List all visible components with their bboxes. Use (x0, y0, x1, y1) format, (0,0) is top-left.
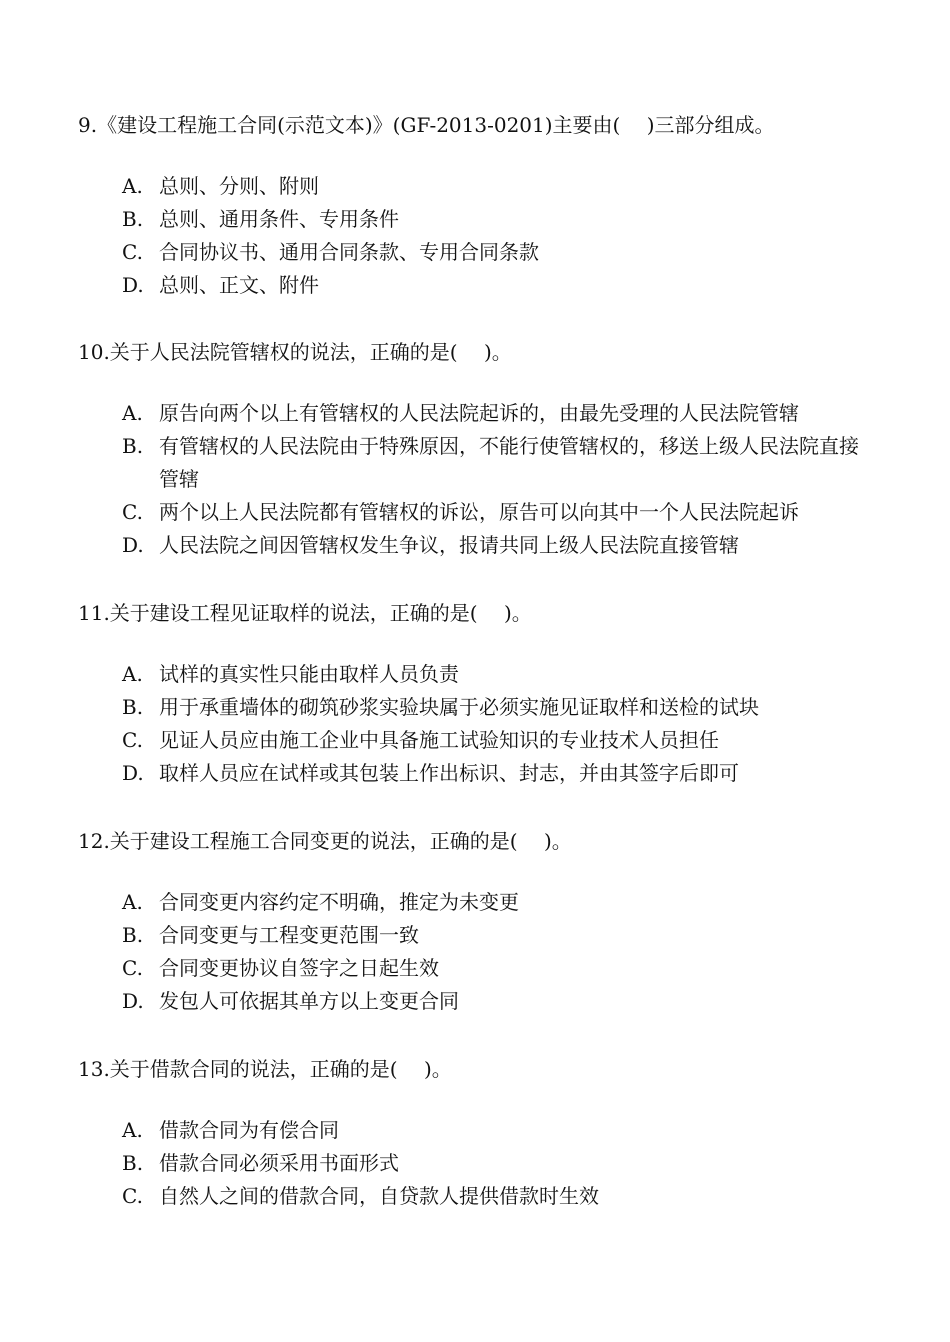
option-text: 发包人可依据其单方以上变更合同 (159, 989, 459, 1013)
option-text: 合同变更与工程变更范围一致 (159, 923, 419, 947)
option-letter: B. (122, 434, 144, 458)
option-text: 合同变更协议自签字之日起生效 (159, 956, 439, 980)
option-letter: A. (122, 662, 143, 686)
question-10 (78, 336, 878, 562)
question-9 (78, 109, 878, 302)
question-stem: 11.关于建设工程见证取样的说法，正确的是( )。 (78, 601, 532, 625)
question-stem: 9.《建设工程施工合同(示范文本)》(GF-2013-0201)主要由( )三部分组成。 (78, 113, 775, 137)
option-a (122, 886, 878, 919)
option-list (122, 886, 878, 1018)
option-c (122, 1180, 878, 1213)
option-c (122, 952, 878, 985)
option-c (122, 236, 878, 269)
option-text: 见证人员应由施工企业中具备施工试验知识的专业技术人员担任 (159, 728, 719, 752)
option-letter: B. (122, 923, 144, 947)
question-stem: 13.关于借款合同的说法，正确的是( )。 (78, 1057, 452, 1081)
option-d (122, 269, 878, 302)
option-letter: A. (122, 1118, 143, 1142)
option-d (122, 529, 878, 562)
option-a (122, 170, 878, 203)
option-list (122, 658, 878, 790)
option-text: 原告向两个以上有管辖权的人民法院起诉的，由最先受理的人民法院管辖 (159, 401, 799, 425)
option-letter: B. (122, 1151, 144, 1175)
option-letter: A. (122, 890, 143, 914)
option-text: 人民法院之间因管辖权发生争议，报请共同上级人民法院直接管辖 (159, 533, 739, 557)
option-letter: D. (122, 761, 144, 785)
option-b (122, 1147, 878, 1180)
option-list (122, 397, 878, 562)
option-text: 用于承重墙体的砌筑砂浆实验块属于必须实施见证取样和送检的试块 (159, 695, 759, 719)
option-text: 合同变更内容约定不明确，推定为未变更 (159, 890, 519, 914)
option-letter: A. (122, 401, 143, 425)
option-letter: D. (122, 533, 144, 557)
option-list (122, 170, 878, 302)
option-c (122, 496, 878, 529)
option-text: 总则、通用条件、专用条件 (159, 207, 399, 231)
option-b (122, 919, 878, 952)
question-stem: 12.关于建设工程施工合同变更的说法，正确的是( )。 (78, 829, 572, 853)
option-d (122, 985, 878, 1018)
option-text: 两个以上人民法院都有管辖权的诉讼，原告可以向其中一个人民法院起诉 (159, 500, 799, 524)
option-text: 总则、正文、附件 (159, 273, 319, 297)
option-text: 借款合同必须采用书面形式 (159, 1151, 399, 1175)
option-text: 试样的真实性只能由取样人员负责 (159, 662, 459, 686)
option-letter: C. (122, 956, 143, 980)
option-letter: D. (122, 989, 144, 1013)
option-letter: C. (122, 240, 143, 264)
option-text: 借款合同为有偿合同 (159, 1118, 339, 1142)
option-b (122, 203, 878, 236)
option-letter: B. (122, 695, 144, 719)
option-text: 有管辖权的人民法院由于特殊原因，不能行使管辖权的，移送上级人民法院直接管辖 (159, 434, 859, 491)
option-a (122, 658, 878, 691)
option-text: 自然人之间的借款合同，自贷款人提供借款时生效 (159, 1184, 599, 1208)
option-list (122, 1114, 878, 1213)
option-letter: D. (122, 273, 144, 297)
question-stem: 10.关于人民法院管辖权的说法，正确的是( )。 (78, 340, 512, 364)
option-b (122, 430, 878, 496)
option-d (122, 757, 878, 790)
question-13 (78, 1053, 878, 1213)
option-letter: B. (122, 207, 144, 231)
option-text: 取样人员应在试样或其包装上作出标识、封志，并由其签字后即可 (159, 761, 739, 785)
option-letter: C. (122, 1184, 143, 1208)
option-a (122, 397, 878, 430)
option-text: 总则、分则、附则 (159, 174, 319, 198)
option-letter: A. (122, 174, 143, 198)
option-c (122, 724, 878, 757)
option-letter: C. (122, 500, 143, 524)
question-11 (78, 597, 878, 790)
option-letter: C. (122, 728, 143, 752)
option-a (122, 1114, 878, 1147)
option-b (122, 691, 878, 724)
question-12 (78, 825, 878, 1018)
option-text: 合同协议书、通用合同条款、专用合同条款 (159, 240, 539, 264)
